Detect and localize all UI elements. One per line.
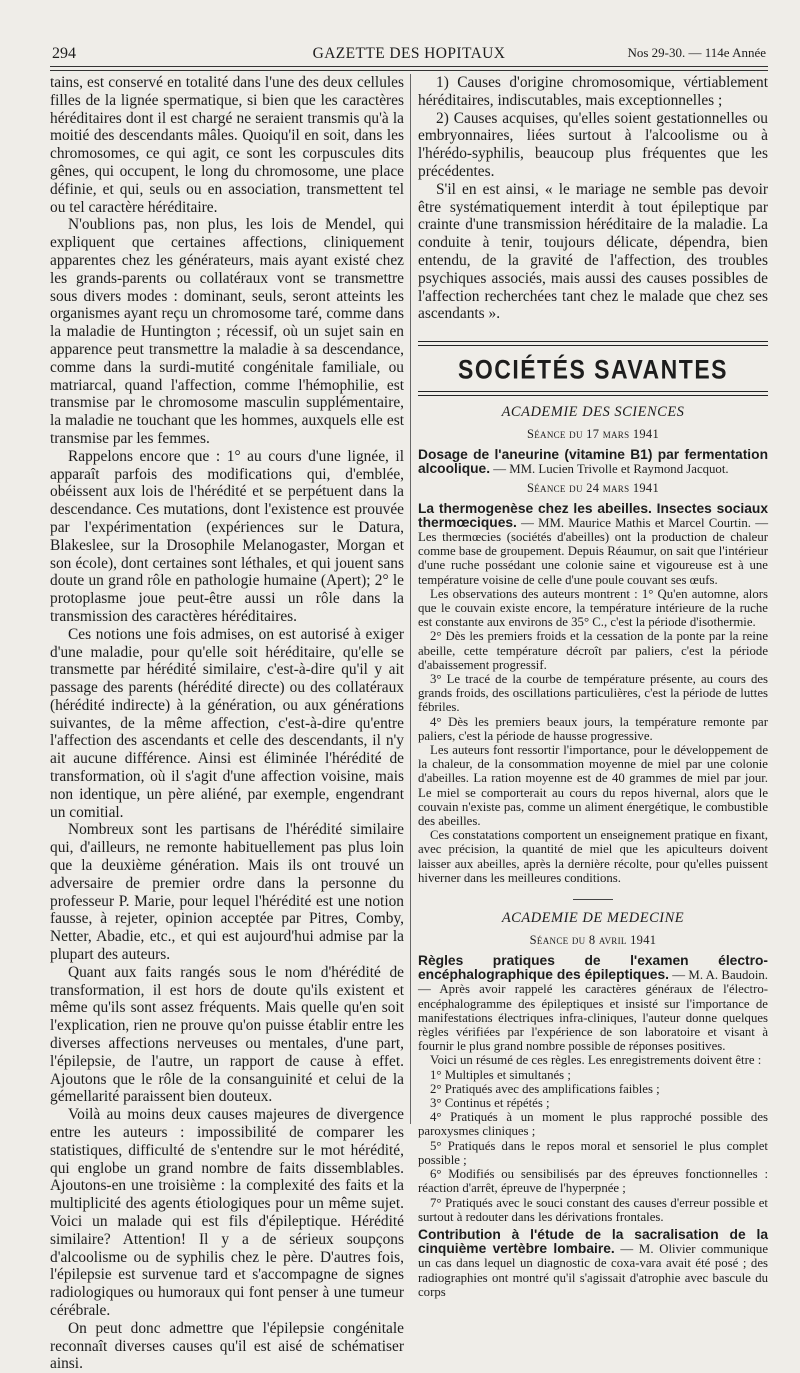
entry: [418, 954, 768, 1053]
entry-text: — M. A. Baudoin. — Après avoir rappelé les caractères généraux de l'électro-encéphalogramme des épileptiques et insisté sur l'importance de manifestations électriques infra-cliniques, l'auteur donne quelques règles vérifiées par l'expérience de son laboratoire et visant à fournir le plus grand nombre possible de réponses positives.: [418, 968, 768, 1054]
paragraph: S'il en est ainsi, « le mariage ne semble pas devoir être systématiquement interdit à tout épileptique par crainte d'une transmission héréditaire de la maladie. La conduite à tenir, toujours délicate, dépendra, bien entendu, de la gravité de l'affection, des troubles psychiques associés, mais aussi des causes possibles de l'affection recherchées tant chez le malade que chez ses ascendants ».: [418, 180, 768, 323]
entry-title: Contribution à l'étude de la sacralisation de la cinquième vertèbre lombaire.: [418, 1226, 768, 1257]
paragraph: Quant aux faits rangés sous le nom d'hérédité de transformation, il est hors de doute qu'ils existent et même qu'ils sont assez fréquents. Mais quelle qu'en soit l'explication, rien ne prouve qu'on puisse établir entre les diverses affections nerveuses ou mentales, d'une part, l'épilepsie, de l'autre, un rapport de cause à effet. Ajoutons que le rôle de la consanguinité et celui de la gémellarité paraissent bien douteux.: [50, 963, 404, 1106]
session-date: Séance du 24 mars 1941: [526, 480, 660, 495]
proceedings: [418, 448, 768, 1299]
page-header: [50, 42, 768, 66]
paragraph: Voilà au moins deux causes majeures de divergence entre les auteurs : impossibilité de comparer les statistiques, difficulté de s'entendre sur le mot hérédité, qui englobe un grand nombre de faits dissemblables. Ajoutons-en une troisième : la complexité des faits et la multiplicité des agents étiologiques pour un même sujet. Voici un malade qui est fils d'épileptique. Hérédité similaire? Attention! Il y a de sérieux soupçons d'alcoolisme ou de syphilis chez le père. D'autres fois, l'épilepsie est survenue tard et s'accompagne de signes radiologiques ou humoraux qui font penser à une tumeur cérébrale.: [50, 1106, 404, 1319]
paragraph: 1) Causes d'origine chromosomique, vértiablement héréditaires, indiscutables, mais exceptionnelles ;: [418, 74, 768, 109]
academy-heading: ACADEMIE DES SCIENCES: [501, 404, 685, 421]
entry-text: — MM. Lucien Trivolle et Raymond Jacquot.: [490, 462, 729, 477]
entry-text: — MM. Maurice Mathis et Marcel Courtin. — Les thermœcies (sociétés d'abeilles) ont la production de chaleur comme base de groupement. Depuis Réaumur, on sait que l'intérieur d'une ruche possédant une colonie saine et vigoureuse est à une température voisine de celle d'une poule couvant ses œufs.: [418, 515, 768, 587]
entry-paragraph: Voici un résumé de ces règles. Les enregistrements doivent être :: [430, 1053, 762, 1068]
rule-item: 3° Continus et répétés ;: [430, 1096, 550, 1111]
paragraph: 2) Causes acquises, qu'elles soient gestationnelles ou embryonnaires, liées surtout à l'alcoolisme ou à l'hérédo-syphilis, beaucoup plus fréquentes que les précédentes.: [418, 109, 768, 180]
rule-item: 6° Modifiés ou sensibilisés par des épreuves fonctionnelles : réaction d'arrêt, épreuve de l'hyperpnée ;: [418, 1167, 768, 1196]
paragraph: Rappelons encore que : 1° au cours d'une lignée, il apparaît parfois des modifications qui, d'emblée, obéissent aux lois de l'hérédité et se perpétuent dans la descendance. Ces mutations, dont l'existence est prouvée par l'expérimentation (expériences sur le Datura, Blakeslee, sur la Drosophile Melanogaster, Morgan et son école), dont certaines sont léthales, et qui jouent sans doute un grand rôle en pathologie humaine (Apert); 2° le protoplasme joue peut-être aussi un rôle dans la transmission des caractères héréditaires.: [50, 447, 404, 625]
rule-item: 7° Pratiqués avec le souci constant des causes d'erreur possible et surtout à redouter dans les dérivations frontales.: [418, 1195, 768, 1224]
paragraph: tains, est conservé en totalité dans l'une des deux cellules filles de la lignée spermatique, si bien que les caractères héréditaires dont il est chargé ne seraient transmis qu'à la moitié des descendants mâles. Quoiqu'il en soit, dans les chromosomes, ce qui agit, ce sont les corpuscules dits gênes, qui occupent, le long du chromosome, une place définie, et qui, seuls ou en association, transmettent tel ou tel caractère héréditaire.: [50, 74, 404, 216]
journal-title: GAZETTE DES HOPITAUX: [312, 45, 506, 62]
session-date: Séance du 17 mars 1941: [526, 427, 660, 442]
paragraph: Nombreux sont les partisans de l'hérédité similaire qui, d'ailleurs, ne remonte habituellement pas plus loin que la deuxième génération. Mais ils ont trouvé un adversaire de premier ordre dans la personne du professeur P. Marie, pour lequel l'hérédité est une notion fausse, à rejeter, opinion acceptée par Pitres, Comby, Netter, Abadie, etc., et qui est aujourd'hui admise par la plupart des auteurs.: [50, 821, 404, 964]
column-divider: [410, 74, 411, 1124]
paragraph: N'oublions pas, non plus, les lois de Mendel, qui expliquent que certaines affections, cliniquement apparentes chez les générateurs, mais ayant existé chez les grands-parents ou collatéraux vont se transmettre sous divers modes : dominant, seuls, seront atteints les organismes ayant reçu un chromosome taré, comme dans la maladie de Huntington ; récessif, où un sujet sain en apparence peut transmettre la maladie à sa descendance, comme dans la surdi-mutité congénitale familiale, ou matriarcal, quand l'affection, comme l'hémophilie, est transmise par le chromosome masculin supplémentaire, la maladie ne touchant que les hommes, auxquels elle est transmise par les femmes.: [50, 216, 404, 447]
entry-paragraph: Les observations des auteurs montrent : 1° Qu'en automne, alors que le couvain existe encore, la température intérieure de la ruche est constante aux environs de 35° C., c'est la période d'isothermie.: [418, 586, 768, 630]
entry-title: La thermogenèse chez les abeilles. Insectes sociaux thermœciques.: [418, 500, 768, 530]
paragraph: Ces notions une fois admises, on est autorisé à exiger d'une maladie, pour qu'elle soit héréditaire, qu'elle se transmette par hérédité similaire, c'est-à-dire qu'il y ait passage des parents (hérédité directe) ou des collatéraux (hérédité indirecte) à la génération, ou aux générations suivantes, de la même affection, c'est-à-dire qu'entre l'affection des ascendants et celle des descendants, il n'y ait aucune différence. Ainsi est éliminée l'hérédité de transformation, où il s'agit d'une affection voisine, mais non identique, un père aliéné, par exemple, engendrant un comitial.: [50, 625, 404, 821]
section-heading-box: [418, 341, 768, 396]
entry-paragraph: 4° Dès les premiers beaux jours, la température remonte par paliers, c'est la période de hausse progressive.: [418, 714, 768, 743]
header-rule: [50, 66, 768, 71]
rule-item: 1° Multiples et simultanés ;: [430, 1067, 571, 1082]
right-column: [418, 74, 768, 1299]
entry-paragraph: 3° Le tracé de la courbe de température présente, au cours des grands froids, des oscillations particulières, c'est la période de luttes fébriles.: [418, 672, 768, 715]
entry: [418, 448, 768, 476]
issue-number: Nos 29-30. — 114e Année: [627, 45, 766, 60]
rule-item: 5° Pratiqués dans le repos moral et sensoriel le plus complet possible ;: [418, 1138, 768, 1167]
entry-paragraph: 2° Dès les premiers froids et la cessation de la ponte par la reine abeille, cette température décroît par paliers, c'est la période d'abaissement progressif.: [418, 629, 768, 672]
rule-item: 4° Pratiqués à un moment le plus rapproché possible des paroxysmes cliniques ;: [418, 1110, 768, 1139]
session-date: Séance du 8 avril 1941: [529, 933, 657, 948]
section-title: SOCIÉTÉS SAVANTES: [457, 354, 729, 385]
entry-title: Règles pratiques de l'examen électro-encéphalographique des épileptiques.: [418, 953, 768, 983]
entry: [418, 502, 768, 587]
entry-paragraph: Ces constatations comportent un enseignement pratique en fixant, avec précision, la quantité de miel que les apiculteurs doivent laisser aux abeilles, après la dernière récolte, pour qu'elles puissent hiverner dans les meilleures conditions.: [418, 828, 768, 885]
entry-paragraph: Les auteurs font ressortir l'importance, pour le développement de la chaleur, de la consommation moyenne de miel par une colonie d'abeilles. La ration moyenne est de 40 grammes de miel par jour. Le miel se comporterait au cours du repos hivernal, alors que le couvain n'existe pas, comme un aliment énergétique, le combustible des abeilles.: [418, 743, 768, 829]
academy-heading: ACADEMIE DE MEDECINE: [501, 910, 685, 927]
entry-title: Dosage de l'aneurine (vitamine B1) par fermentation alcoolique.: [418, 447, 768, 477]
left-column: [50, 74, 404, 1373]
entry: [418, 1228, 768, 1299]
entry-text: — M. Olivier communique un cas dans lequel un diagnostic de coxa-vara avait été posé ; des radiographies ont montré qu'il s'agissait d'atrophie avec bascule du corps: [418, 1242, 768, 1299]
separator: [573, 899, 613, 900]
page-number: 294: [52, 45, 76, 62]
paragraph: On peut donc admettre que l'épilepsie congénitale reconnaît diverses causes qu'il est aisé de schématiser ainsi.: [50, 1319, 404, 1373]
rule-item: 2° Pratiqués avec des amplifications faibles ;: [430, 1081, 660, 1096]
